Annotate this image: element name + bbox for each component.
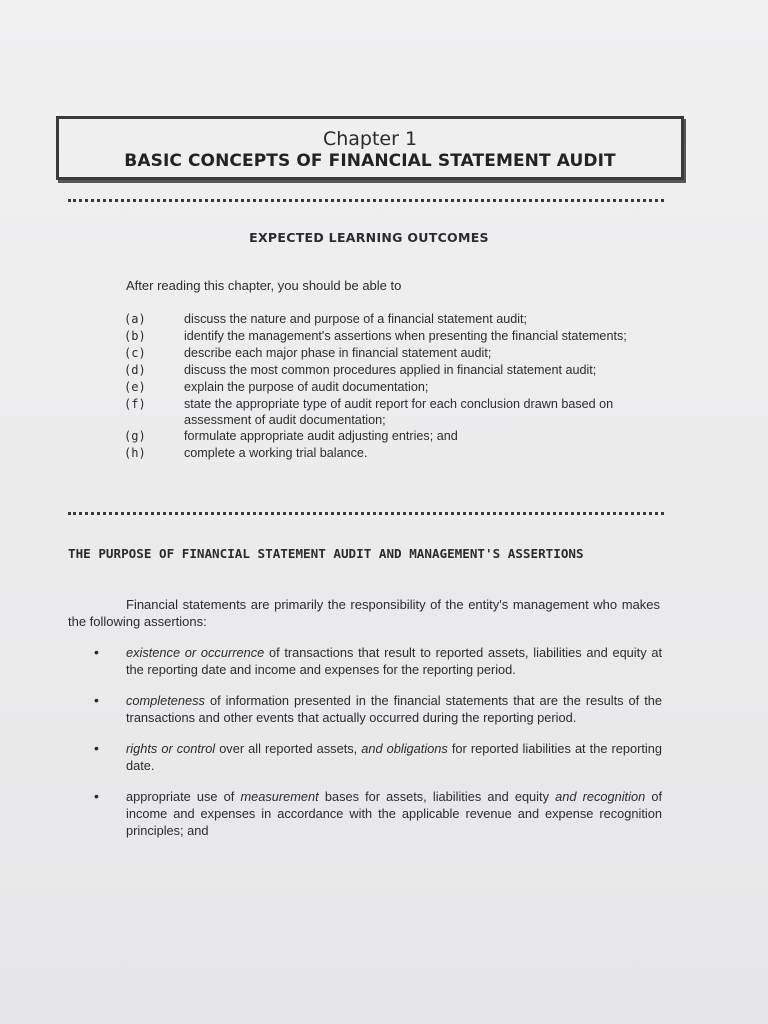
- outcome-label: (e): [124, 380, 146, 395]
- assertion-text: [126, 644, 662, 678]
- learning-outcomes-heading: EXPECTED LEARNING OUTCOMES: [249, 230, 489, 245]
- outcome-text: formulate appropriate audit adjusting entries; and: [184, 429, 458, 444]
- assertion-term: measurement: [240, 789, 319, 804]
- assertion-text: [126, 788, 662, 839]
- outcome-item: [124, 312, 664, 328]
- assertion-term: completeness: [126, 693, 205, 708]
- assertion-desc-2: for reported liabilities at the reporting date.: [126, 741, 662, 773]
- assertion-desc: bases for assets, liabilities and equity: [318, 789, 556, 804]
- section-paragraph: Financial statements are primarily the responsibility of the entity's management who makes the following assertions:: [68, 597, 660, 629]
- outcome-text: complete a working trial balance.: [184, 445, 368, 460]
- outcome-label: (b): [124, 328, 146, 343]
- dotted-divider-top: [68, 199, 664, 202]
- outcome-item: [124, 429, 664, 445]
- section-heading: THE PURPOSE OF FINANCIAL STATEMENT AUDIT AND MANAGEMENT'S ASSERTIONS: [68, 546, 584, 561]
- assertion-desc: of transactions that result to reported assets, liabilities and equity at the reporting date and income and expenses for the reporting period.: [126, 645, 663, 677]
- assertion-text: [126, 740, 662, 774]
- outcome-text: state the appropriate type of audit report for each conclusion drawn based on assessment of audit documentation;: [184, 396, 614, 427]
- outcome-text: discuss the nature and purpose of a financial statement audit;: [184, 312, 528, 326]
- assertion-term: existence or occurrence: [126, 645, 265, 660]
- assertion-desc: of information presented in the financial statements that are the results of the transactions and other events that actually occurred during the reporting period.: [126, 693, 662, 725]
- bullet-icon: •: [94, 740, 99, 756]
- outcome-label: (d): [124, 362, 146, 377]
- outcome-item: [124, 363, 664, 379]
- assertion-item: [92, 788, 662, 839]
- bullet-icon: •: [94, 692, 99, 708]
- outcome-label: (a): [124, 312, 146, 326]
- assertion-item: [92, 692, 662, 726]
- outcome-text: discuss the most common procedures applied in financial statement audit;: [184, 362, 597, 377]
- outcome-text: explain the purpose of audit documentation;: [184, 380, 429, 395]
- assertion-term-2: and obligations: [361, 741, 448, 756]
- outcome-text: describe each major phase in financial statement audit;: [184, 346, 492, 361]
- assertion-term: rights or control: [126, 741, 216, 756]
- learning-outcomes-list: [124, 312, 664, 462]
- outcome-label: (g): [124, 429, 146, 444]
- learning-outcomes-intro: After reading this chapter, you should be able to: [126, 278, 402, 293]
- chapter-title: BASIC CONCEPTS OF FINANCIAL STATEMENT AUDIT: [124, 151, 616, 171]
- outcome-label: (c): [124, 346, 146, 361]
- assertion-item: [92, 740, 662, 774]
- bullet-icon: •: [94, 788, 99, 804]
- assertion-desc-2: of income and expenses in accordance with the applicable revenue and expense recognition principles; and: [126, 789, 663, 838]
- assertion-lead: appropriate use of: [126, 789, 241, 804]
- chapter-label: Chapter 1: [322, 128, 418, 150]
- outcome-item: [124, 380, 664, 396]
- assertion-term-2: and recognition: [555, 789, 646, 804]
- assertions-list: [92, 644, 662, 853]
- dotted-divider-bottom: [68, 512, 664, 515]
- outcome-item: [124, 346, 664, 362]
- outcome-text: identify the management's assertions when presenting the financial statements;: [184, 328, 627, 343]
- outcome-item: [124, 329, 664, 345]
- bullet-icon: •: [94, 644, 99, 660]
- assertion-text: [126, 692, 662, 726]
- assertion-item: [92, 644, 662, 678]
- chapter-title-box: [56, 116, 684, 180]
- assertion-desc: over all reported assets,: [215, 741, 362, 756]
- outcome-item: [124, 446, 664, 462]
- outcome-label: (h): [124, 445, 146, 460]
- outcome-label: (f): [124, 396, 146, 411]
- outcome-item: [124, 397, 664, 428]
